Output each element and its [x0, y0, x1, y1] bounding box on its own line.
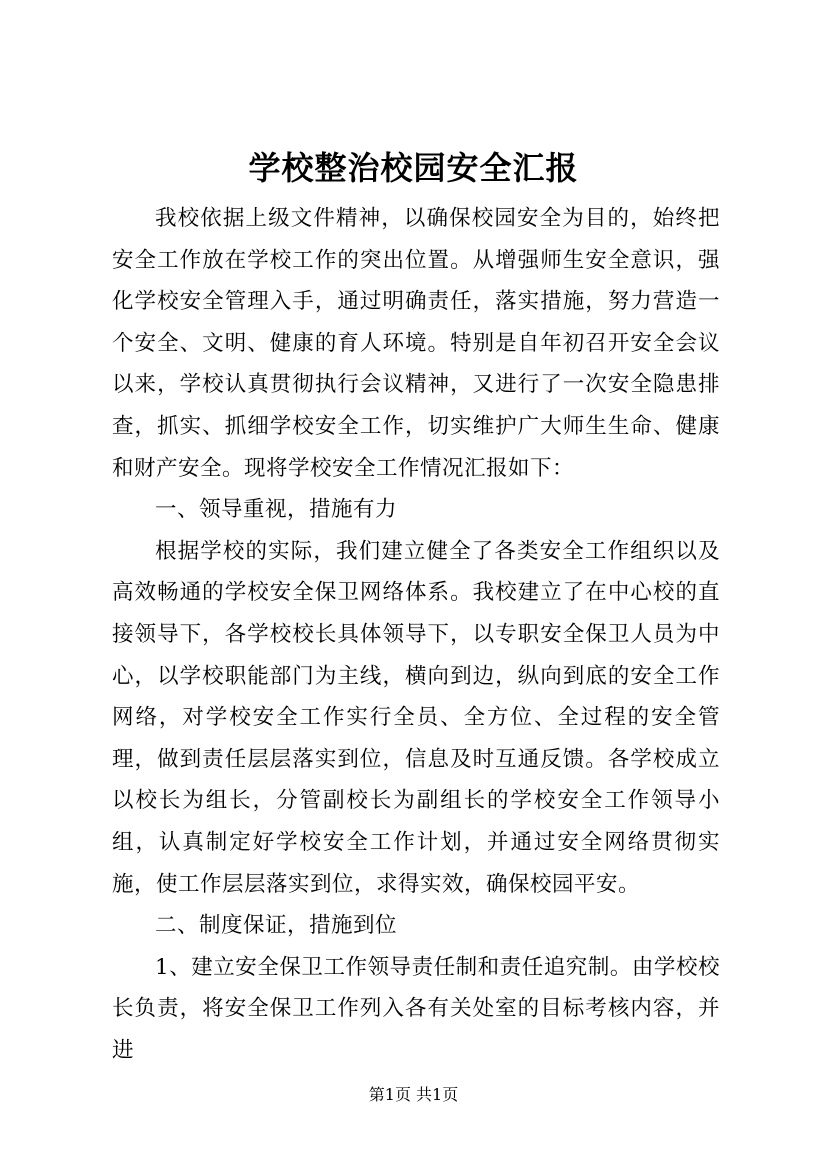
paragraph-section-2-item-1: 1、建立安全保卫工作领导责任制和责任追究制。由学校校长负责，将安全保卫工作列入各有关处室的目标考核内容，并进 — [112, 954, 720, 1063]
document-title: 学校整治校园安全汇报 — [248, 149, 579, 187]
paragraph-section-1: 根据学校的实际，我们建立健全了各类安全工作组织以及高效畅通的学校安全保卫网络体系。我校建立了在中心校的直接领导下，各学校校长具体领导下，以专职安全保卫人员为中心，以学校职能部门为主线，横向到边，纵向到底的安全工作网络，对学校安全工作实行全员、全方位、全过程的安全管理，做到责任层层落实到位，信息及时互通反馈。各学校成立以校长为组长，分管副校长为副组长的学校安全工作领导小组，认真制定好学校安全工作计划，并通过安全网络贯彻实施，使工作层层落实到位，求得实效，确保校园平安。 — [112, 538, 720, 897]
paragraph-intro: 我校依据上级文件精神，以确保校园安全为目的，始终把安全工作放在学校工作的突出位置。从增强师生安全意识，强化学校安全管理入手，通过明确责任，落实措施，努力营造一个安全、文明、健康的育人环境。特别是自年初召开安全会议以来，学校认真贯彻执行会议精神，又进行了一次安全隐患排查，抓实、抓细学校安全工作，切实维护广大师生生命、健康和财产安全。现将学校安全工作情况汇报如下： — [112, 206, 720, 481]
document-body — [112, 198, 720, 1071]
page-footer: 第1页 共1页 — [368, 1085, 459, 1104]
section-heading-2: 二、制度保证，措施到位 — [155, 913, 398, 939]
section-heading-1: 一、领导重视，措施有力 — [155, 497, 398, 523]
